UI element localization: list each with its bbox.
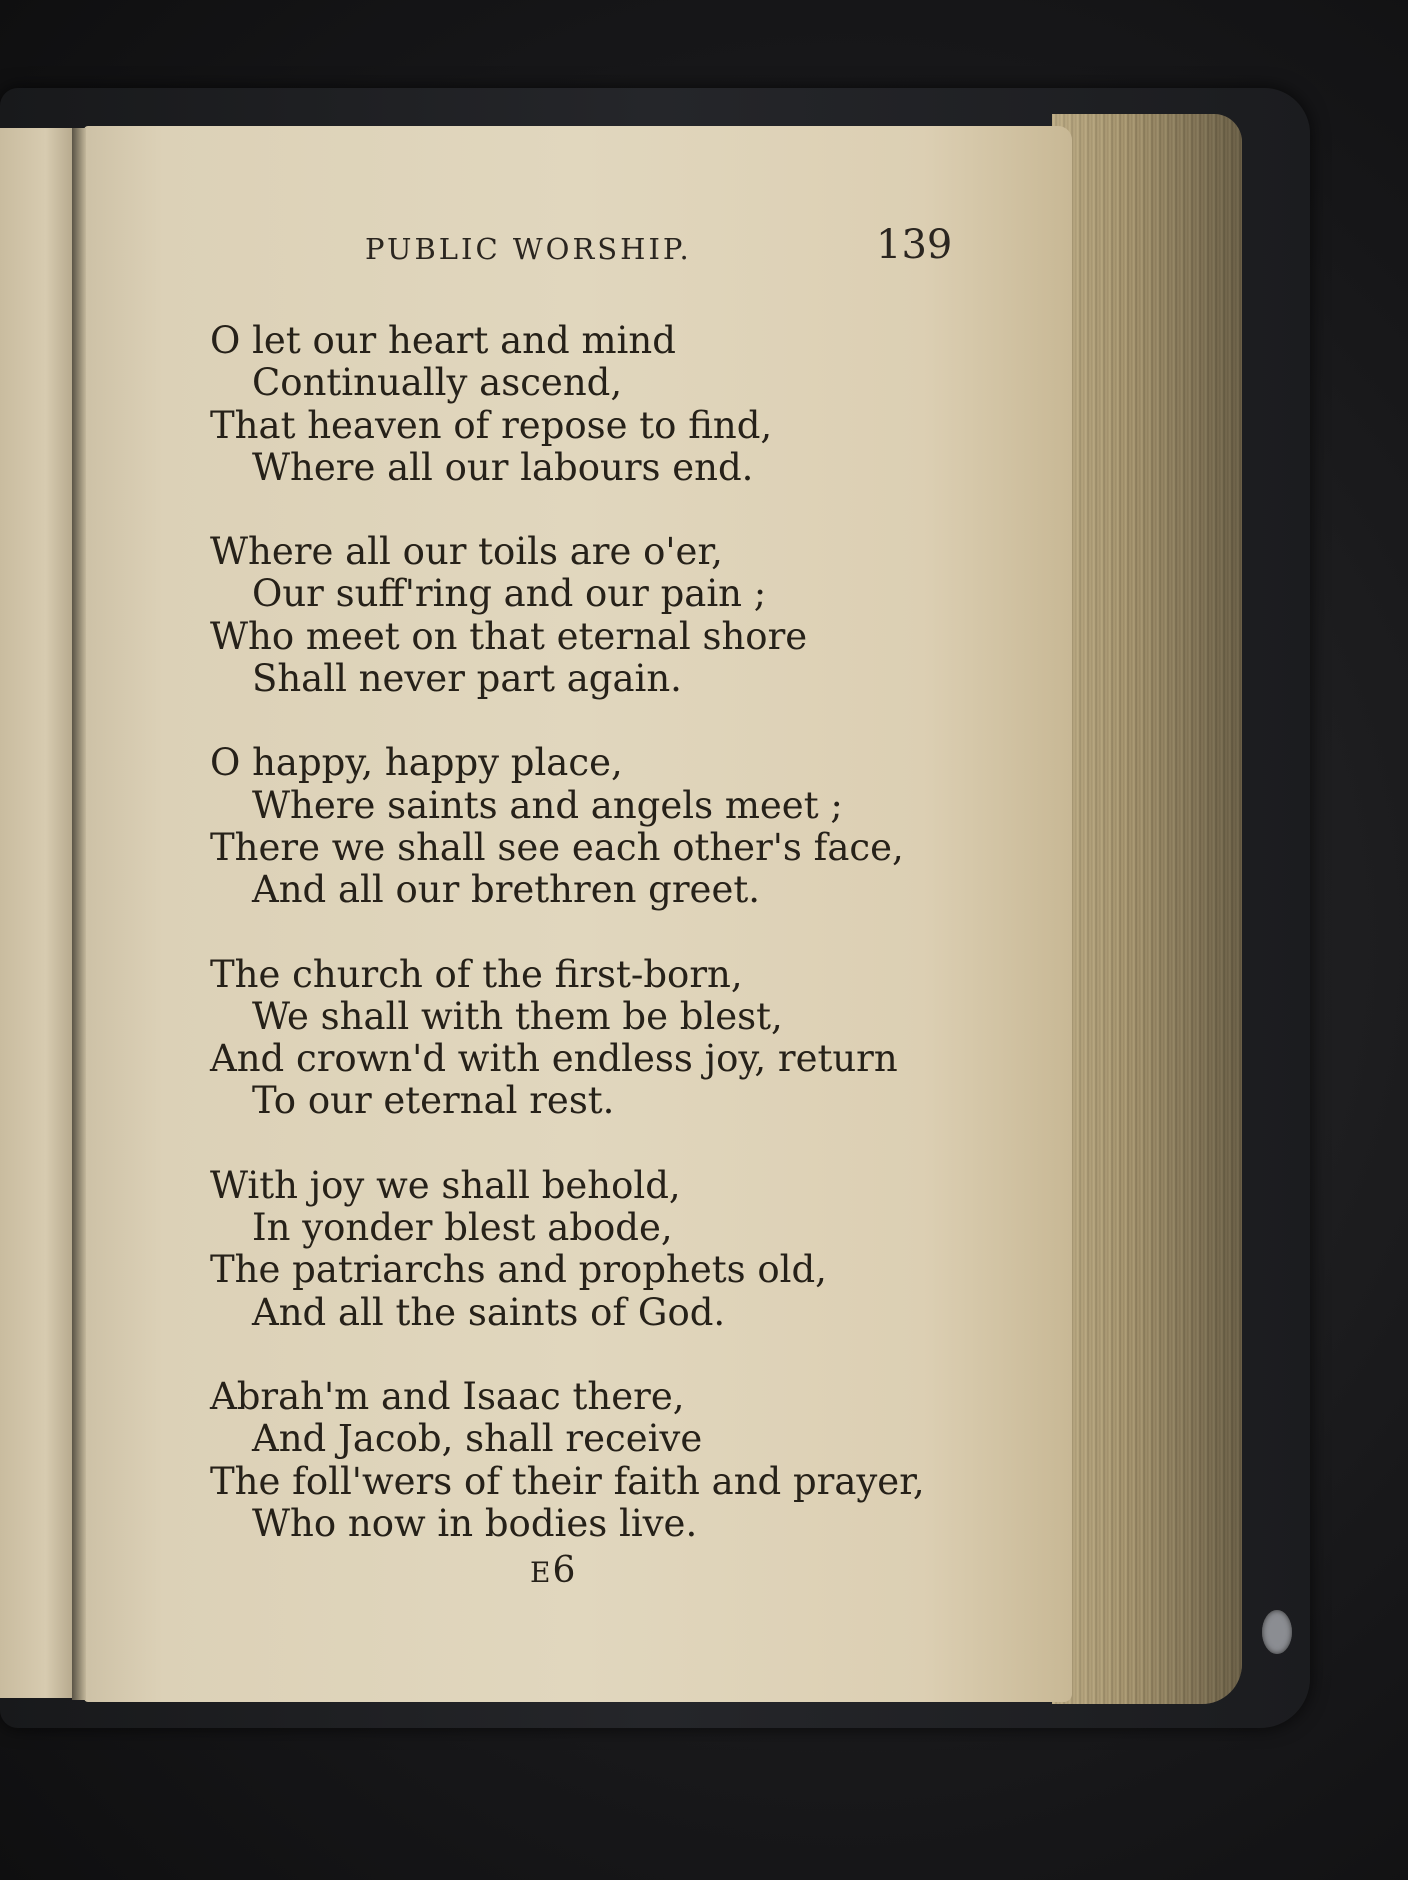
poem-line: Shall never part again. [252, 657, 682, 701]
signature-number: 6 [552, 1550, 578, 1591]
poem-line: And Jacob, shall receive [252, 1417, 703, 1461]
signature-mark [530, 1550, 577, 1591]
cover-rivet [1262, 1610, 1292, 1654]
stanza [210, 1376, 970, 1545]
poem-line: And all the saints of God. [252, 1290, 726, 1334]
poem-line: And crown'd with endless joy, return [210, 1037, 898, 1081]
poem-line: O happy, happy place, [210, 741, 623, 785]
poem-line: The foll'wers of their faith and prayer, [210, 1459, 925, 1503]
page-number: 139 [876, 222, 953, 268]
poem-line: Abrah'm and Isaac there, [210, 1374, 685, 1418]
poem-line: Who meet on that eternal shore [210, 614, 808, 658]
page-block-shading [1052, 114, 1242, 1704]
poem-body [210, 320, 970, 1587]
poem-line: Where all our labours end. [252, 445, 754, 489]
poem-line: Who now in bodies live. [252, 1501, 698, 1545]
poem-line: To our eternal rest. [252, 1079, 615, 1123]
poem-line: Our suff'ring and our pain ; [252, 572, 767, 616]
running-head: PUBLIC WORSHIP. [365, 232, 692, 266]
poem-line: In yonder blest abode, [252, 1206, 673, 1250]
stanza [210, 531, 970, 700]
signature-letter: E [530, 1556, 553, 1589]
stanza [210, 742, 970, 911]
poem-line: We shall with them be blest, [252, 994, 783, 1038]
poem-line: Continually ascend, [252, 361, 623, 405]
stanza [210, 320, 970, 489]
poem-line: With joy we shall behold, [210, 1163, 681, 1207]
poem-line: O let our heart and mind [210, 319, 676, 362]
poem-line: There we shall see each other's face, [210, 825, 904, 869]
stanza [210, 1165, 970, 1334]
left-page-edge [0, 128, 78, 1698]
poem-line: The patriarchs and prophets old, [210, 1248, 827, 1292]
poem-line: Where saints and angels meet ; [252, 783, 843, 827]
poem-line: That heaven of repose to find, [210, 403, 773, 447]
poem-line: And all our brethren greet. [252, 868, 760, 912]
stanza [210, 954, 970, 1123]
book-gutter [72, 128, 86, 1700]
poem-line: Where all our toils are o'er, [210, 530, 723, 574]
poem-line: The church of the first-born, [210, 952, 743, 996]
